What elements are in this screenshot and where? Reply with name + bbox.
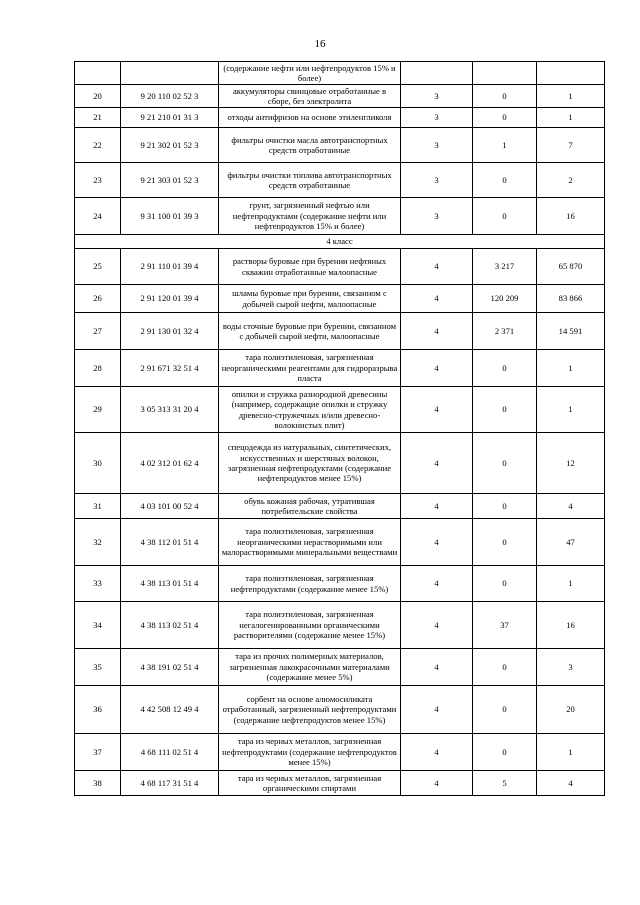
value-a-cell: 0 <box>473 734 537 771</box>
value-a-cell: 0 <box>473 198 537 235</box>
code-cell: 9 20 110 02 52 3 <box>121 85 219 108</box>
hazard-class-cell: 4 <box>401 519 473 566</box>
value-b-cell: 4 <box>537 771 605 796</box>
hazard-class-cell: 3 <box>401 198 473 235</box>
value-b-cell: 2 <box>537 163 605 198</box>
code-cell: 4 38 113 01 51 4 <box>121 566 219 602</box>
hazard-class-cell: 4 <box>401 649 473 686</box>
value-a-cell: 0 <box>473 85 537 108</box>
waste-name-cell: (содержание нефти или нефтепродуктов 15% и более) <box>219 62 401 85</box>
value-b-cell: 14 591 <box>537 313 605 350</box>
row-number-cell: 22 <box>75 128 121 163</box>
value-a-cell: 0 <box>473 519 537 566</box>
hazard-class-cell: 4 <box>401 494 473 519</box>
value-b-cell: 12 <box>537 433 605 494</box>
hazard-class-cell: 3 <box>401 128 473 163</box>
table-row <box>75 163 605 198</box>
code-cell: 9 21 303 01 52 3 <box>121 163 219 198</box>
table-row <box>75 313 605 350</box>
waste-name-cell: тара полиэтиленовая, загрязненная неорганическими реагентами для гидроразрыва пласта <box>219 350 401 387</box>
value-b-cell: 7 <box>537 128 605 163</box>
table-row <box>75 433 605 494</box>
row-number-cell: 32 <box>75 519 121 566</box>
code-cell: 4 38 112 01 51 4 <box>121 519 219 566</box>
waste-name-cell: растворы буровые при бурении нефтяных скважин отработанные малоопасные <box>219 249 401 285</box>
page-number: 16 <box>314 38 326 50</box>
row-number-cell: 35 <box>75 649 121 686</box>
row-number-cell: 34 <box>75 602 121 649</box>
row-number-cell: 36 <box>75 686 121 734</box>
hazard-class-cell <box>401 62 473 85</box>
value-a-cell <box>473 62 537 85</box>
table-row <box>75 519 605 566</box>
value-b-cell: 47 <box>537 519 605 566</box>
value-a-cell: 120 209 <box>473 285 537 313</box>
waste-name-cell: тара полиэтиленовая, загрязненная негалогенированными органическими растворителями (содержание менее 15%) <box>219 602 401 649</box>
waste-name-cell: грунт, загрязненный нефтью или нефтепродуктами (содержание нефти или нефтепродуктов 15% и более) <box>219 198 401 235</box>
table-row <box>75 686 605 734</box>
row-number-cell: 31 <box>75 494 121 519</box>
code-cell: 9 21 302 01 52 3 <box>121 128 219 163</box>
waste-name-cell: тара из черных металлов, загрязненная нефтепродуктами (содержание нефтепродуктов менее 15%) <box>219 734 401 771</box>
code-cell: 2 91 671 32 51 4 <box>121 350 219 387</box>
code-cell: 9 31 100 01 39 3 <box>121 198 219 235</box>
value-a-cell: 0 <box>473 108 537 128</box>
value-b-cell: 4 <box>537 494 605 519</box>
waste-name-cell: аккумуляторы свинцовые отработанные в сборе, без электролита <box>219 85 401 108</box>
hazard-class-cell: 3 <box>401 163 473 198</box>
table-row <box>75 649 605 686</box>
waste-name-cell: фильтры очистки масла автотранспортных средств отработанные <box>219 128 401 163</box>
code-cell <box>121 62 219 85</box>
table-row <box>75 62 605 85</box>
row-number-cell: 38 <box>75 771 121 796</box>
code-cell: 2 91 120 01 39 4 <box>121 285 219 313</box>
value-a-cell: 3 217 <box>473 249 537 285</box>
row-number-cell: 25 <box>75 249 121 285</box>
waste-name-cell: тара полиэтиленовая, загрязненная нефтепродуктами (содержание менее 15%) <box>219 566 401 602</box>
value-b-cell: 1 <box>537 85 605 108</box>
hazard-class-cell: 4 <box>401 566 473 602</box>
waste-table <box>74 61 605 796</box>
row-number-cell: 28 <box>75 350 121 387</box>
hazard-class-cell: 4 <box>401 686 473 734</box>
value-a-cell: 2 371 <box>473 313 537 350</box>
code-cell: 4 68 111 02 51 4 <box>121 734 219 771</box>
table-row <box>75 85 605 108</box>
value-b-cell: 65 870 <box>537 249 605 285</box>
code-cell: 4 02 312 01 62 4 <box>121 433 219 494</box>
table-row <box>75 198 605 235</box>
table-row <box>75 494 605 519</box>
hazard-class-cell: 4 <box>401 350 473 387</box>
value-a-cell: 0 <box>473 494 537 519</box>
value-b-cell: 1 <box>537 387 605 433</box>
value-a-cell: 0 <box>473 433 537 494</box>
value-b-cell: 3 <box>537 649 605 686</box>
table-row <box>75 602 605 649</box>
hazard-class-cell: 4 <box>401 249 473 285</box>
code-cell: 2 91 110 01 39 4 <box>121 249 219 285</box>
value-a-cell: 37 <box>473 602 537 649</box>
waste-name-cell: опилки и стружка разнородной древесины (например, содержащие опилки и стружку древесно-стружечных и/или древесно-волокнистых плит) <box>219 387 401 433</box>
waste-name-cell: отходы антифризов на основе этиленгликоля <box>219 108 401 128</box>
section-row <box>75 235 605 249</box>
hazard-class-cell: 4 <box>401 734 473 771</box>
code-cell: 4 38 113 02 51 4 <box>121 602 219 649</box>
table-row <box>75 285 605 313</box>
table-row <box>75 108 605 128</box>
waste-name-cell: тара из прочих полимерных материалов, загрязненная лакокрасочными материалами (содержание менее 5%) <box>219 649 401 686</box>
hazard-class-cell: 4 <box>401 285 473 313</box>
row-number-cell: 24 <box>75 198 121 235</box>
row-number-cell: 26 <box>75 285 121 313</box>
waste-name-cell: тара из черных металлов, загрязненная органическими спиртами <box>219 771 401 796</box>
table-row <box>75 771 605 796</box>
row-number-cell: 29 <box>75 387 121 433</box>
table-row <box>75 350 605 387</box>
row-number-cell: 23 <box>75 163 121 198</box>
table-row <box>75 734 605 771</box>
row-number-cell <box>75 62 121 85</box>
waste-name-cell: фильтры очистки топлива автотранспортных средств отработанные <box>219 163 401 198</box>
value-b-cell: 83 866 <box>537 285 605 313</box>
value-b-cell: 1 <box>537 734 605 771</box>
value-a-cell: 0 <box>473 566 537 602</box>
value-b-cell <box>537 62 605 85</box>
hazard-class-cell: 4 <box>401 771 473 796</box>
value-b-cell: 1 <box>537 108 605 128</box>
hazard-class-cell: 4 <box>401 602 473 649</box>
code-cell: 9 21 210 01 31 3 <box>121 108 219 128</box>
hazard-class-cell: 4 <box>401 387 473 433</box>
value-b-cell: 1 <box>537 566 605 602</box>
waste-name-cell: шламы буровые при бурении, связанном с добычей сырой нефти, малоопасные <box>219 285 401 313</box>
hazard-class-cell: 3 <box>401 108 473 128</box>
value-a-cell: 0 <box>473 350 537 387</box>
code-cell: 4 03 101 00 52 4 <box>121 494 219 519</box>
row-number-cell: 27 <box>75 313 121 350</box>
hazard-class-cell: 4 <box>401 433 473 494</box>
hazard-class-cell: 4 <box>401 313 473 350</box>
code-cell: 4 68 117 31 51 4 <box>121 771 219 796</box>
value-a-cell: 5 <box>473 771 537 796</box>
section-title: 4 класс <box>75 235 605 249</box>
table-row <box>75 249 605 285</box>
value-a-cell: 0 <box>473 649 537 686</box>
hazard-class-cell: 3 <box>401 85 473 108</box>
value-a-cell: 1 <box>473 128 537 163</box>
table-row <box>75 566 605 602</box>
waste-name-cell: сорбент на основе алюмосиликата отработанный, загрязненный нефтепродуктами (содержание нефтепродуктов менее 15%) <box>219 686 401 734</box>
value-a-cell: 0 <box>473 686 537 734</box>
row-number-cell: 37 <box>75 734 121 771</box>
row-number-cell: 33 <box>75 566 121 602</box>
waste-name-cell: воды сточные буровые при бурении, связанном с добычей сырой нефти, малоопасные <box>219 313 401 350</box>
value-b-cell: 16 <box>537 198 605 235</box>
waste-name-cell: тара полиэтиленовая, загрязненная неорганическими нерастворимыми или малорастворимыми минеральными веществами <box>219 519 401 566</box>
code-cell: 4 38 191 02 51 4 <box>121 649 219 686</box>
table-row <box>75 128 605 163</box>
value-b-cell: 16 <box>537 602 605 649</box>
row-number-cell: 30 <box>75 433 121 494</box>
table-row <box>75 387 605 433</box>
value-a-cell: 0 <box>473 163 537 198</box>
row-number-cell: 20 <box>75 85 121 108</box>
value-b-cell: 20 <box>537 686 605 734</box>
code-cell: 2 91 130 01 32 4 <box>121 313 219 350</box>
row-number-cell: 21 <box>75 108 121 128</box>
waste-name-cell: обувь кожаная рабочая, утратившая потребительские свойства <box>219 494 401 519</box>
value-b-cell: 1 <box>537 350 605 387</box>
waste-name-cell: спецодежда из натуральных, синтетических, искусственных и шерстяных волокон, загрязненная нефтепродуктами (содержание нефтепродуктов менее 15%) <box>219 433 401 494</box>
code-cell: 4 42 508 12 49 4 <box>121 686 219 734</box>
value-a-cell: 0 <box>473 387 537 433</box>
code-cell: 3 05 313 31 20 4 <box>121 387 219 433</box>
